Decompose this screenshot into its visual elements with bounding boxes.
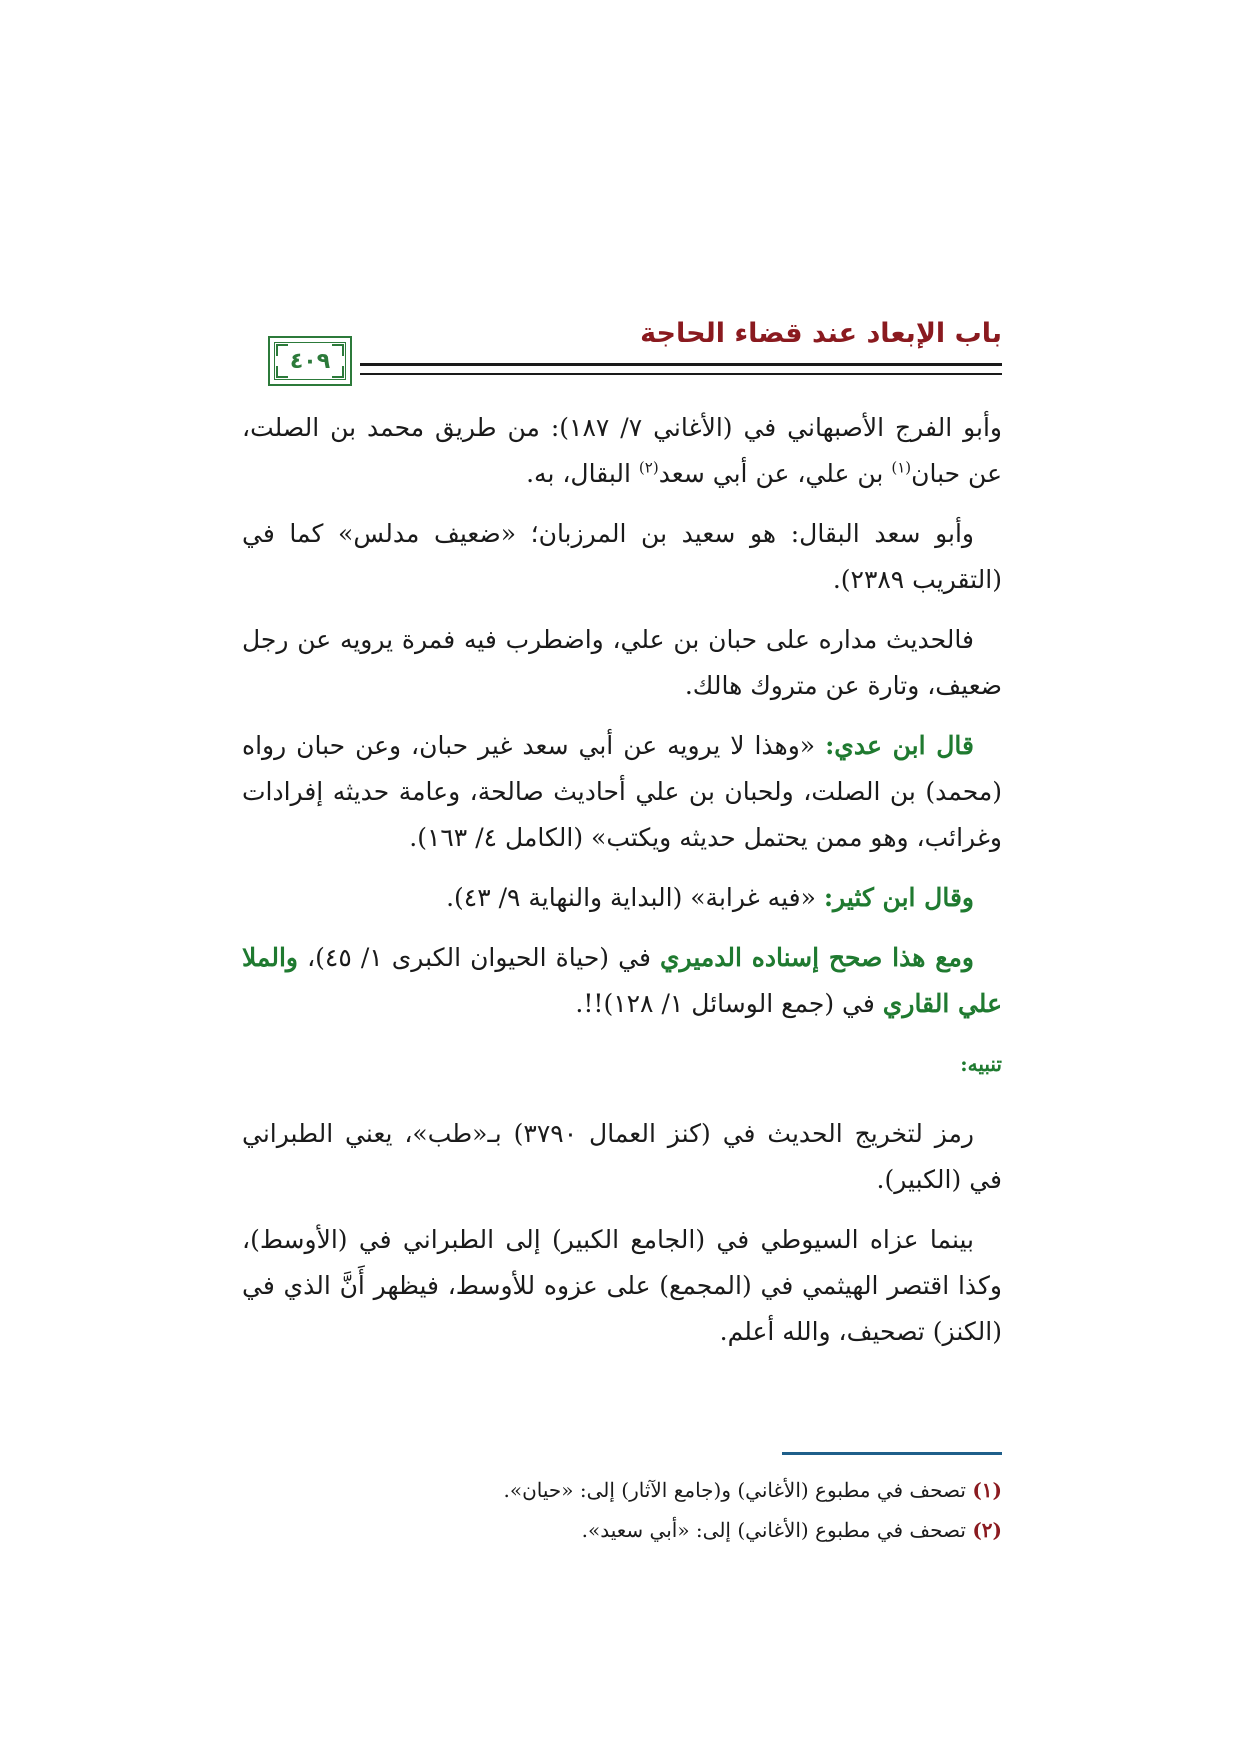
main-text [242, 405, 1002, 1369]
badge-ornament [276, 366, 288, 378]
chapter-title: باب الإبعاد عند قضاء الحاجة [640, 318, 1002, 349]
footnote-1-text: تصحف في مطبوع (الأغاني) و(جامع الآثار) إلى: «حيان». [503, 1478, 973, 1502]
paragraph-5 [242, 875, 1002, 921]
footnotes [242, 1470, 1002, 1550]
paragraph-4 [242, 723, 1002, 861]
page-number-badge [268, 336, 352, 386]
badge-ornament [332, 366, 344, 378]
p1-text-1: وأبو الفرج الأصبهاني في (الأغاني ٧/ ١٨٧): من طريق محمد بن الصلت، عن حبان [242, 413, 1003, 488]
p6-text-2: في (جمع الوسائل ١/ ١٢٨)!!. [575, 989, 883, 1018]
paragraph-6 [242, 935, 1002, 1027]
p6-label-2: والملا علي القاري [242, 943, 1002, 1018]
paragraph-2: وأبو سعد البقال: هو سعيد بن المرزبان؛ «ضعيف مدلس» كما في (التقريب ٢٣٨٩). [242, 519, 1002, 594]
footnote-1-number: (١) [972, 1478, 1002, 1502]
p5-text: «فيه غرابة» (البداية والنهاية ٩/ ٤٣). [446, 883, 824, 912]
p4-text: «وهذا لا يرويه عن أبي سعد غير حبان، وعن حبان رواه (محمد) بن الصلت، ولحبان بن علي أحاديث صالحة، وعامة حديثه إفرادات وغرائب، وهو ممن يحتمل حديثه ويكتب» (الكامل ٤/ ١٦٣). [242, 731, 1002, 852]
note-heading: تنبيه: [960, 1052, 1002, 1076]
p6-text-1: في (حياة الحيوان الكبرى ١/ ٤٥)، [298, 943, 660, 972]
footnote-ref-2[interactable]: (٢) [638, 458, 659, 477]
footnote-ref-1[interactable]: (١) [891, 458, 912, 477]
paragraph-1 [242, 405, 1002, 497]
header-rule-top [360, 363, 1002, 366]
header-rule-bottom [360, 373, 1002, 375]
badge-ornament [276, 344, 288, 356]
page-number: ٤٠٩ [289, 348, 331, 374]
p6-label-1: ومع هذا صحح إسناده الدميري [659, 943, 975, 972]
paragraph-7: رمز لتخريج الحديث في (كنز العمال ٣٧٩٠) بـ«طب»، يعني الطبراني في (الكبير). [242, 1119, 1002, 1194]
footnote-separator [782, 1452, 1002, 1455]
p1-text-3: البقال، به. [526, 459, 639, 488]
p5-label: وقال ابن كثير: [823, 883, 974, 912]
paragraph-8: بينما عزاه السيوطي في (الجامع الكبير) إلى الطبراني في (الأوسط)، وكذا اقتصر الهيثمي في (المجمع) على عزوه للأوسط، فيظهر أَنَّ الذي في (الكنز) تصحيف، والله أعلم. [242, 1225, 1002, 1346]
footnote-2-text: تصحف في مطبوع (الأغاني) إلى: «أبي سعيد». [581, 1518, 973, 1542]
p4-label: قال ابن عدي: [825, 731, 974, 760]
footnote-1 [242, 1470, 1002, 1510]
badge-ornament [332, 344, 344, 356]
footnote-2 [242, 1510, 1002, 1550]
footnote-2-number: (٢) [972, 1518, 1002, 1542]
p1-text-2: بن علي، عن أبي سعد [658, 459, 892, 488]
paragraph-3: فالحديث مداره على حبان بن علي، واضطرب فيه فمرة يرويه عن رجل ضعيف، وتارة عن متروك هالك. [242, 625, 1002, 700]
